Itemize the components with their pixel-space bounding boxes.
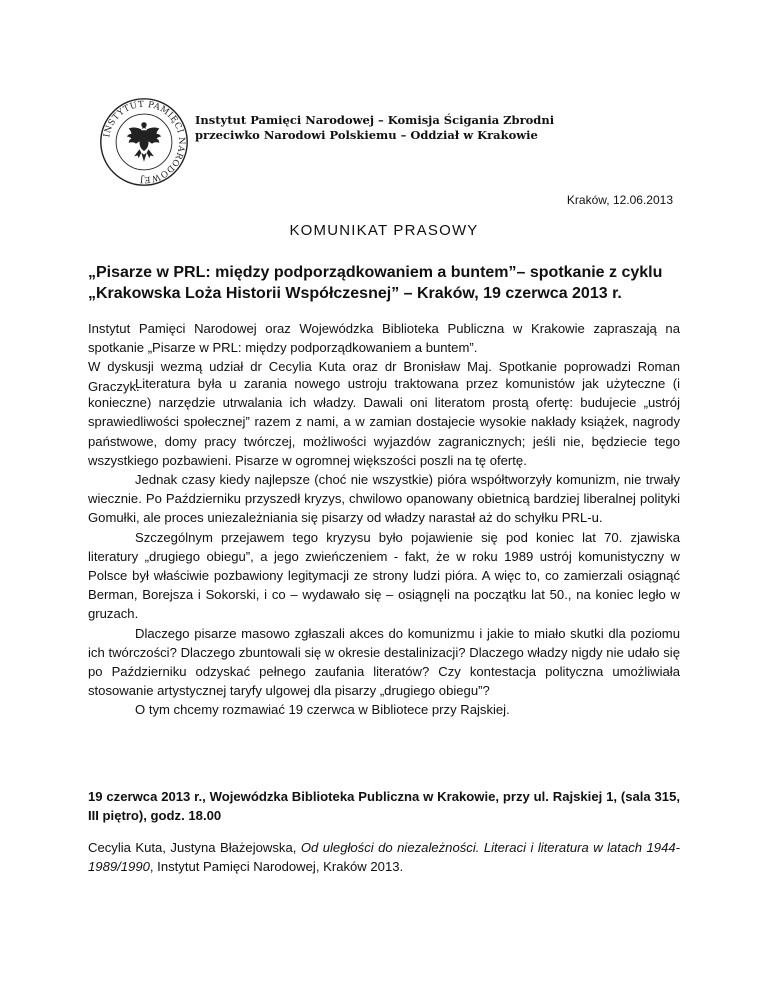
body-paragraph-1: Literatura była u zarania nowego ustroju traktowana przez komunistów jak użyteczne (i konieczne) narzędzie utrwalania ich władzy. Dawali oni literatom prostą ofertę: budujecie „ustrój sprawiedliwości społecznej” razem z nami, a w zamian dostajecie wysokie nakłady książek, nagrody państwowe, domy pracy twórczej, możliwości wyjazdów zagranicznych; jeśli nie, będziecie tego wszystkiego pozbawieni. Pisarze w ogromnej większości poszli na tę ofertę. [88,376,680,468]
svg-text:INSTYTUT PAMIĘCI NARODOWEJ: INSTYTUT PAMIĘCI NARODOWEJ [102,99,187,185]
body-paragraph-2: Jednak czasy kiedy najlepsze (choć nie wszystkie) pióra współtworzyły komunizm, nie trwały wiecznie. Po Październiku przyszedł kryzys, chwilowo opanowany obietnicą bardziej liberalnej polityki Gomułki, ale proces uniezależniania się pisarzy od władzy narastał aż do schyłku PRL-u. [88,472,680,526]
institution-name-line1: Instytut Pamięci Narodowej – Komisja Ścigania Zbrodni [195,113,555,127]
body-paragraph-3: Szczególnym przejawem tego kryzysu było pojawienie się pod koniec lat 70. zjawiska literatury „drugiego obiegu”, a jego zwieńczeniem - fakt, że w roku 1989 ustrój komunistyczny w Polsce był właściwie pozbawiony legitymacji ze strony ludzi pióra. A więc to, co zamierzali osiągnąć Berman, Borejsza i Sokorski, i co – wydawało się – osiągnęli na początku lat 50., na koniec legło w gruzach. [88,529,680,622]
book-title: Od uległości do niezależności. Literaci i literatura w latach 1944-1989/1990 [88,840,680,875]
book-reference [88,838,680,877]
body-paragraph-5: O tym chcemy rozmawiać 19 czerwca w Bibliotece przy Rajskiej. [135,702,510,718]
title-line-2: „Krakowska Loża Historii Współczesnej” – Kraków, 19 czerwca 2013 r. [88,285,622,302]
event-details: 19 czerwca 2013 r., Wojewódzka Biblioteka Publiczna w Krakowie, przy ul. Rajskiej 1, (sala 315, III piętro), godz. 18.00 [88,789,680,824]
document-type-heading: KOMUNIKAT PRASOWY [289,222,479,239]
book-authors: Cecylia Kuta, Justyna Błażejowska, [88,840,301,855]
release-date: Kraków, 12.06.2013 [566,193,673,207]
body-section [88,374,680,720]
intro-invitation: Instytut Pamięci Narodowej oraz Wojewódzka Biblioteka Publiczna w Krakowie zapraszają na spotkanie „Pisarze w PRL: między podporządkowaniem a buntem”. [88,321,680,356]
press-release-title [88,262,680,304]
book-publisher: , Instytut Pamięci Narodowej, Kraków 2013. [149,859,404,875]
intro-participants: W dyskusji wezmą udział dr Cecylia Kuta oraz dr Bronisław Maj. Spotkanie poprowadzi Roman Graczyk. [88,359,680,394]
institution-name-line2: przeciwko Narodowi Polskiemu – Oddział w Krakowie [195,128,538,142]
institution-header [195,113,615,143]
title-line-1: „Pisarze w PRL: między podporządkowaniem a buntem”– spotkanie z cyklu [88,264,663,281]
ipn-seal-logo [99,97,189,187]
body-paragraph-4: Dlaczego pisarze masowo zgłaszali akces do komunizmu i jakie to miało skutki dla poziomu ich twórczości? Dlaczego zbuntowali się w okresie destalinizacji? Dlaczego władzy nigdy nie udało się po Październiku odzyskać pełnego zaufania literatów? Czy kontestacja polityczna umożliwiała stosowanie artystycznej taryfy ulgowej dla pisarzy „drugiego obiegu”? [88,625,680,699]
